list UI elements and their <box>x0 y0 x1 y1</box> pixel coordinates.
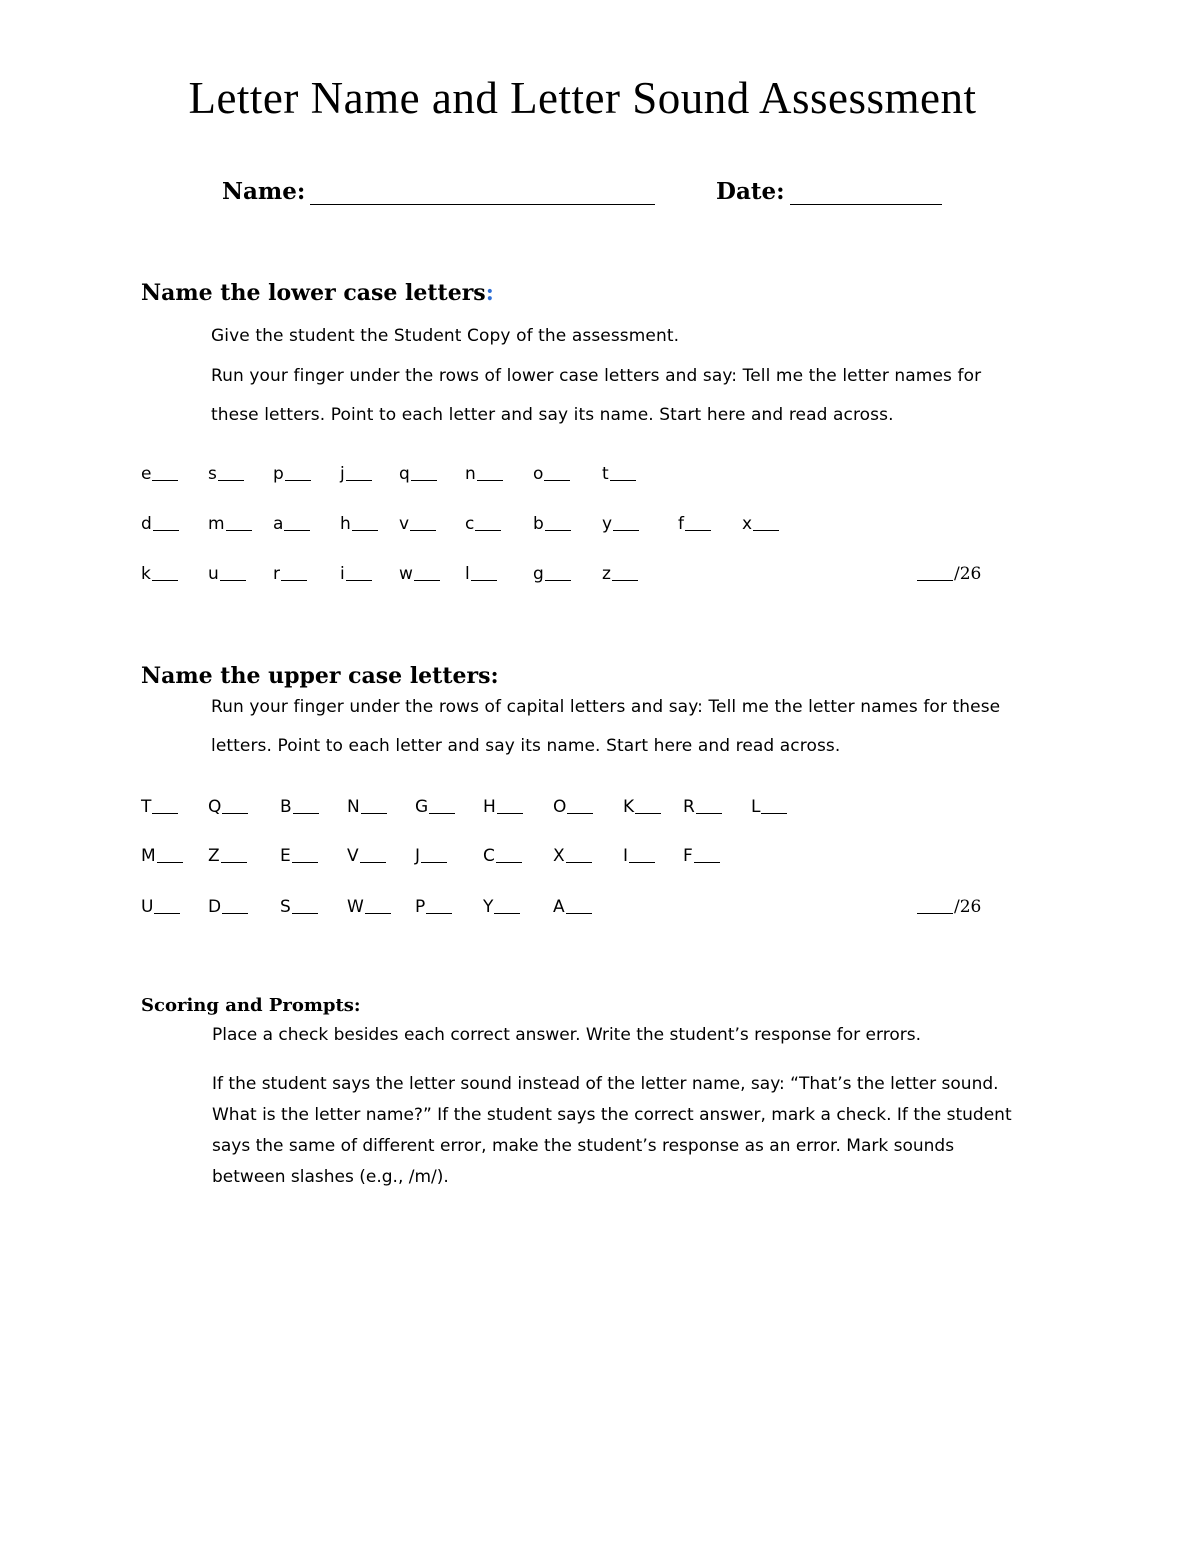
letter-answer-blank[interactable] <box>292 862 318 863</box>
letter-answer-blank[interactable] <box>477 480 503 481</box>
letter-item <box>623 846 655 866</box>
date-field[interactable] <box>790 204 942 205</box>
lower-score-total: /26 <box>954 564 982 584</box>
letter-label: m <box>208 514 225 534</box>
letter-answer-blank[interactable] <box>694 862 720 863</box>
letter-item <box>533 564 571 584</box>
letter-label: t <box>602 464 609 484</box>
letter-label: f <box>678 514 684 534</box>
letter-label: a <box>273 514 284 534</box>
letter-label: k <box>141 564 151 584</box>
letter-label: o <box>533 464 544 484</box>
letter-answer-blank[interactable] <box>293 813 319 814</box>
letter-label: d <box>141 514 152 534</box>
letter-label: A <box>553 897 565 917</box>
letter-label: z <box>602 564 611 584</box>
letter-label: g <box>533 564 544 584</box>
letter-label: v <box>399 514 410 534</box>
upper-case-heading: Name the upper case letters: <box>141 663 499 689</box>
letter-answer-blank[interactable] <box>685 530 711 531</box>
letter-label: Y <box>483 897 494 917</box>
letter-label: U <box>141 897 154 917</box>
letter-item <box>273 564 307 584</box>
letter-label: V <box>347 846 359 866</box>
letter-answer-blank[interactable] <box>545 580 571 581</box>
letter-answer-blank[interactable] <box>567 813 593 814</box>
letter-label: P <box>415 897 426 917</box>
letter-item <box>553 846 592 866</box>
letter-item <box>399 464 437 484</box>
letter-answer-blank[interactable] <box>361 813 387 814</box>
letter-item <box>208 514 252 534</box>
letter-item <box>623 797 661 817</box>
letter-answer-blank[interactable] <box>410 530 436 531</box>
letter-label: S <box>280 897 291 917</box>
letter-item <box>465 464 503 484</box>
letter-answer-blank[interactable] <box>753 530 779 531</box>
upper-score[interactable] <box>917 897 981 917</box>
letter-answer-blank[interactable] <box>222 913 248 914</box>
letter-item <box>483 897 520 917</box>
letter-item <box>141 846 183 866</box>
letter-answer-blank[interactable] <box>222 813 248 814</box>
letter-item <box>141 514 179 534</box>
letter-answer-blank[interactable] <box>346 580 372 581</box>
letter-item <box>751 797 787 817</box>
letter-answer-blank[interactable] <box>153 530 179 531</box>
letter-item <box>208 897 248 917</box>
letter-label: Z <box>208 846 220 866</box>
letter-label: p <box>273 464 284 484</box>
page-title: Letter Name and Letter Sound Assessment <box>188 73 977 123</box>
letter-answer-blank[interactable] <box>292 913 318 914</box>
letter-answer-blank[interactable] <box>566 862 592 863</box>
letter-item <box>415 846 447 866</box>
letter-label: G <box>415 797 429 817</box>
letter-answer-blank[interactable] <box>221 862 247 863</box>
letter-answer-blank[interactable] <box>284 530 310 531</box>
letter-answer-blank[interactable] <box>281 580 307 581</box>
upper-instruction-1: Run your finger under the rows of capital letters and say: Tell me the letter names for these <box>211 697 1001 717</box>
letter-item <box>280 797 319 817</box>
letter-answer-blank[interactable] <box>421 862 447 863</box>
letter-label: q <box>399 464 410 484</box>
letter-answer-blank[interactable] <box>360 862 386 863</box>
lower-instruction-2: Run your finger under the rows of lower case letters and say: Tell me the letter names for <box>211 366 982 386</box>
letter-label: X <box>553 846 565 866</box>
letter-item <box>208 464 244 484</box>
letter-answer-blank[interactable] <box>494 913 520 914</box>
letter-label: x <box>742 514 753 534</box>
letter-item <box>347 846 386 866</box>
upper-score-total: /26 <box>954 897 982 917</box>
scoring-heading: Scoring and Prompts: <box>141 995 361 1016</box>
upper-instruction-2: letters. Point to each letter and say its name. Start here and read across. <box>211 736 841 756</box>
letter-label: s <box>208 464 217 484</box>
lower-instruction-1: Give the student the Student Copy of the assessment. <box>211 326 680 346</box>
letter-label: b <box>533 514 544 534</box>
letter-label: e <box>141 464 152 484</box>
letter-item <box>141 897 180 917</box>
letter-item <box>141 464 178 484</box>
letter-label: j <box>340 464 345 484</box>
letter-item <box>399 514 436 534</box>
letter-label: c <box>465 514 475 534</box>
letter-item <box>602 564 638 584</box>
letter-answer-blank[interactable] <box>154 913 180 914</box>
letter-item <box>415 897 452 917</box>
letter-item <box>280 846 318 866</box>
letter-item <box>347 897 391 917</box>
letter-label: B <box>280 797 292 817</box>
letter-item <box>683 846 720 866</box>
letter-item <box>340 514 378 534</box>
lower-instruction-3: these letters. Point to each letter and say its name. Start here and read across. <box>211 405 894 425</box>
letter-answer-blank[interactable] <box>285 480 311 481</box>
letter-answer-blank[interactable] <box>471 580 497 581</box>
letter-answer-blank[interactable] <box>429 813 455 814</box>
letter-answer-blank[interactable] <box>566 913 592 914</box>
letter-label: l <box>465 564 470 584</box>
letter-label: E <box>280 846 291 866</box>
name-label: Name: <box>222 178 306 205</box>
letter-item <box>340 464 372 484</box>
letter-answer-blank[interactable] <box>497 813 523 814</box>
letter-answer-blank[interactable] <box>475 530 501 531</box>
letter-item <box>483 846 522 866</box>
letter-item <box>399 564 440 584</box>
letter-answer-blank[interactable] <box>157 862 183 863</box>
letter-item <box>483 797 523 817</box>
letter-item <box>465 564 497 584</box>
letter-label: y <box>602 514 613 534</box>
lower-case-heading-text: Name the lower case letters <box>141 280 486 306</box>
letter-item <box>141 564 178 584</box>
letter-answer-blank[interactable] <box>761 813 787 814</box>
lower-score[interactable] <box>917 564 981 584</box>
letter-label: w <box>399 564 413 584</box>
letter-label: D <box>208 897 222 917</box>
letter-item <box>533 514 571 534</box>
letter-answer-blank[interactable] <box>635 813 661 814</box>
letter-answer-blank[interactable] <box>696 813 722 814</box>
letter-item <box>415 797 455 817</box>
letter-item <box>347 797 387 817</box>
letter-item <box>742 514 779 534</box>
letter-label: J <box>415 846 421 866</box>
letter-label: R <box>683 797 695 817</box>
letter-answer-blank[interactable] <box>414 580 440 581</box>
letter-label: n <box>465 464 476 484</box>
letter-label: C <box>483 846 495 866</box>
letter-answer-blank[interactable] <box>496 862 522 863</box>
letter-label: N <box>347 797 360 817</box>
letter-item <box>553 797 593 817</box>
letter-answer-blank[interactable] <box>152 480 178 481</box>
lower-case-heading <box>141 280 494 306</box>
letter-answer-blank[interactable] <box>544 480 570 481</box>
letter-answer-blank[interactable] <box>226 530 252 531</box>
letter-label: L <box>751 797 761 817</box>
letter-item <box>340 564 372 584</box>
letter-label: i <box>340 564 345 584</box>
date-label: Date: <box>716 178 785 205</box>
letter-label: Q <box>208 797 222 817</box>
letter-answer-blank[interactable] <box>220 580 246 581</box>
letter-answer-blank[interactable] <box>152 580 178 581</box>
letter-item <box>602 514 639 534</box>
letter-item <box>208 797 248 817</box>
letter-answer-blank[interactable] <box>610 480 636 481</box>
letter-label: K <box>623 797 635 817</box>
scoring-paragraph-1: Place a check besides each correct answer. Write the student’s response for errors. <box>212 1025 921 1045</box>
letter-item <box>553 897 592 917</box>
letter-item <box>208 846 247 866</box>
letter-label: h <box>340 514 351 534</box>
letter-answer-blank[interactable] <box>426 913 452 914</box>
letter-answer-blank[interactable] <box>365 913 391 914</box>
letter-answer-blank[interactable] <box>218 480 244 481</box>
letter-answer-blank[interactable] <box>545 530 571 531</box>
letter-item <box>273 464 311 484</box>
letter-item <box>678 514 711 534</box>
letter-answer-blank[interactable] <box>612 580 638 581</box>
letter-label: u <box>208 564 219 584</box>
letter-item <box>280 897 318 917</box>
letter-label: O <box>553 797 567 817</box>
letter-item <box>465 514 501 534</box>
letter-item <box>602 464 636 484</box>
letter-label: r <box>273 564 280 584</box>
letter-item <box>208 564 246 584</box>
letter-answer-blank[interactable] <box>629 862 655 863</box>
letter-answer-blank[interactable] <box>346 480 372 481</box>
letter-item <box>273 514 310 534</box>
letter-label: F <box>683 846 693 866</box>
letter-answer-blank[interactable] <box>152 813 178 814</box>
lower-case-heading-colon: : <box>485 280 494 306</box>
letter-answer-blank[interactable] <box>613 530 639 531</box>
letter-label: W <box>347 897 364 917</box>
letter-label: H <box>483 797 496 817</box>
letter-answer-blank[interactable] <box>411 480 437 481</box>
letter-item <box>533 464 570 484</box>
letter-label: T <box>141 797 152 817</box>
letter-label: M <box>141 846 156 866</box>
scoring-paragraph-2: If the student says the letter sound instead of the letter name, say: “That’s the letter sound. What is the letter name?” If the student says the correct answer, mark a check. If the student says the same of different error, make the student’s response as an error. Mark sounds between slashes (e.g., /m/). <box>212 1074 1012 1187</box>
name-field[interactable] <box>310 204 655 205</box>
letter-item <box>141 797 178 817</box>
letter-label: I <box>623 846 629 866</box>
letter-answer-blank[interactable] <box>352 530 378 531</box>
letter-item <box>683 797 722 817</box>
